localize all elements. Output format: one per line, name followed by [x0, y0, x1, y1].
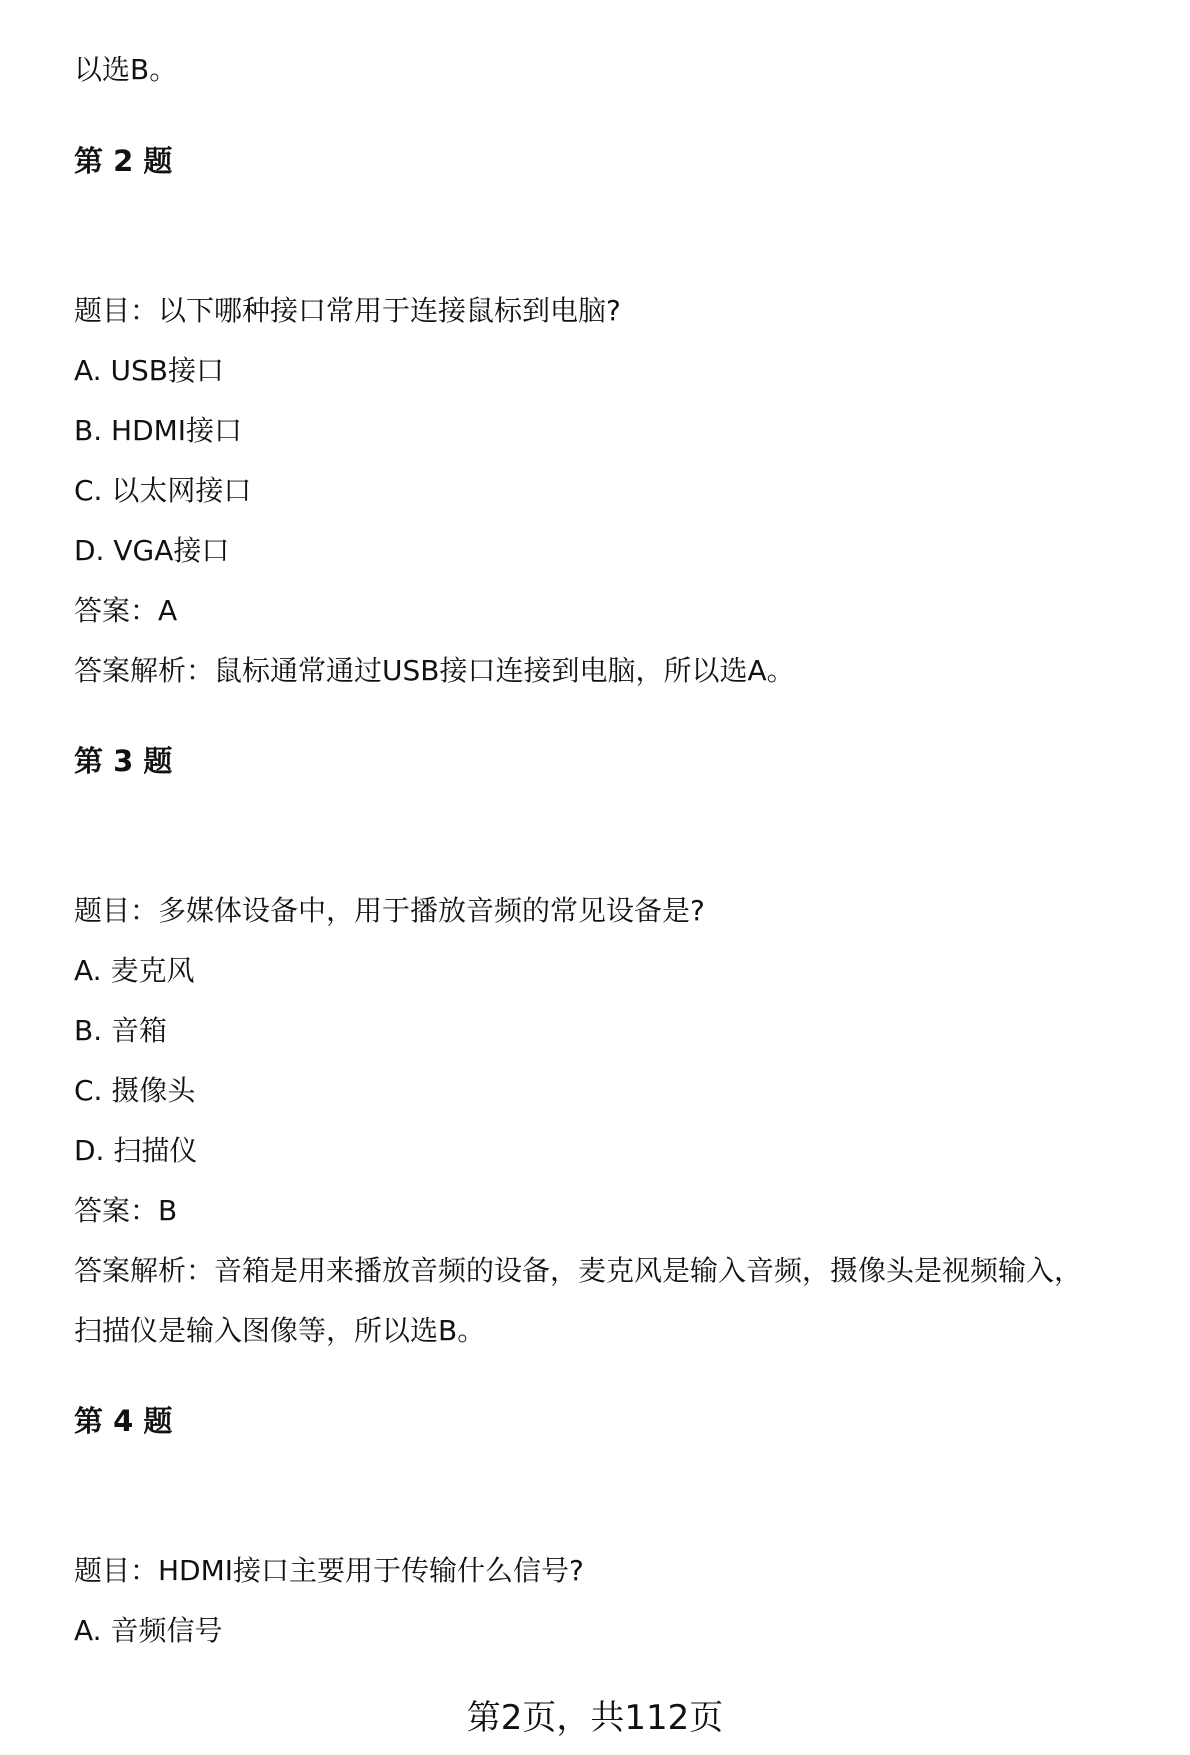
question-3-option-a: A. 麦克风: [74, 954, 195, 987]
question-2-option-c: C. 以太网接口: [74, 474, 252, 507]
page-number-footer: 第2页，共112页: [466, 1698, 724, 1738]
question-3-option-d: D. 扫描仪: [74, 1134, 198, 1167]
question-4-text: 题目：HDMI接口主要用于传输什么信号?: [74, 1554, 584, 1587]
previous-explanation-fragment: 以选B。: [74, 53, 178, 86]
question-2-option-d: D. VGA接口: [74, 534, 230, 567]
question-4-heading: 第 4 题: [74, 1404, 173, 1438]
question-2-explanation: 答案解析：鼠标通常通过USB接口连接到电脑，所以选A。: [74, 654, 795, 687]
question-4-option-a: A. 音频信号: [74, 1614, 223, 1647]
question-2-answer: 答案：A: [74, 594, 178, 627]
question-2-heading: 第 2 题: [74, 144, 173, 178]
question-3-option-c: C. 摄像头: [74, 1074, 196, 1107]
question-3-explanation-line-2: 扫描仪是输入图像等，所以选B。: [74, 1314, 486, 1347]
question-3-option-b: B. 音箱: [74, 1014, 168, 1047]
question-3-explanation-line-1: 答案解析：音箱是用来播放音频的设备，麦克风是输入音频，摄像头是视频输入，: [74, 1254, 1083, 1287]
question-2-option-a: A. USB接口: [74, 354, 224, 387]
question-2-text: 题目：以下哪种接口常用于连接鼠标到电脑?: [74, 294, 621, 327]
question-3-text: 题目：多媒体设备中，用于播放音频的常见设备是?: [74, 894, 705, 927]
question-2-option-b: B. HDMI接口: [74, 414, 243, 447]
question-3-answer: 答案：B: [74, 1194, 178, 1227]
question-3-heading: 第 3 题: [74, 744, 173, 778]
